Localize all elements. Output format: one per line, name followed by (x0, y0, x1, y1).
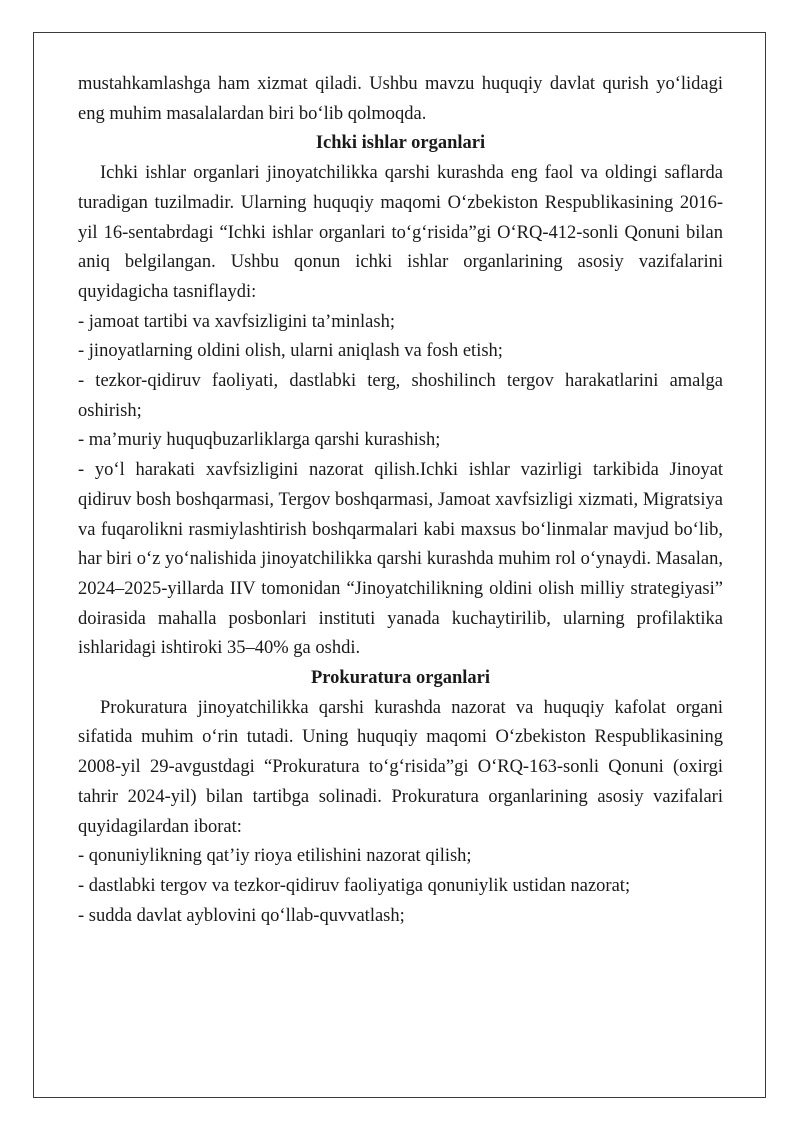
section2-paragraph: Prokuratura jinoyatchilikka qarshi kurashda nazorat va huquqiy kafolat organi sifatida muhim o‘rin tutadi. Uning huquqiy maqomi O‘zbekiston Respublikasining 2008-yil 29-avgustdagi “Prokuratura to‘g‘risida”gi O‘RQ-163-sonli Qonuni (oxirgi tahrir 2024-yil) bilan tartibga solinadi. Prokuratura organlarining asosiy vazifalari quyidagilardan iborat: (78, 697, 723, 837)
list-item: - yo‘l harakati xavfsizligini nazorat qilish.Ichki ishlar vazirligi tarkibida Jinoyat qidiruv bosh boshqarmasi, Tergov boshqarmasi, Jamoat xavfsizligi xizmati, Migratsiya va fuqarolikni rasmiylashtirish boshqarmalari kabi maxsus bo‘linmalar mavjud bo‘lib, har biri o‘z yo‘nalishida jinoyatchilikka qarshi kurashda muhim rol o‘ynaydi. Masalan, 2024–2025-yillarda IIV tomonidan “Jinoyatchilikning oldini olish milliy strategiyasi” doirasida mahalla posbonlari instituti yanada kuchaytirilib, ularning profilaktika ishlaridagi ishtiroki 35–40% ga oshdi. (78, 460, 723, 659)
section1-paragraph: Ichki ishlar organlari jinoyatchilikka qarshi kurashda eng faol va oldingi saflarda turadigan tuzilmadir. Ularning huquqiy maqomi O‘zbekiston Respublikasining 2016-yil 16-sentabrdagi “Ichki ishlar organlari to‘g‘risida”gi O‘RQ-412-sonli Qonuni bilan aniq belgilangan. Ushbu qonun ichki ishlar organlarining asosiy vazifalarini quyidagicha tasniflaydi: (78, 163, 723, 302)
section-heading-internal-affairs: Ichki ishlar organlari (315, 133, 486, 154)
list-item: - qonuniylikning qat’iy rioya etilishini nazorat qilish; (78, 846, 472, 867)
section-heading-prosecutor: Prokuratura organlari (311, 668, 490, 689)
list-item: - sudda davlat ayblovini qo‘llab-quvvatlash; (78, 905, 405, 926)
intro-paragraph: mustahkamlashga ham xizmat qiladi. Ushbu mavzu huquqiy davlat qurish yo‘lidagi eng muhim masalalardan biri bo‘lib qolmoqda. (78, 74, 723, 124)
list-item: - dastlabki tergov va tezkor-qidiruv faoliyatiga qonuniylik ustidan nazorat; (78, 875, 631, 896)
list-item: - tezkor-qidiruv faoliyati, dastlabki terg, shoshilinch tergov harakatlarini amalga oshirish; (78, 371, 723, 421)
document-body (78, 70, 723, 931)
list-item: - jamoat tartibi va xavfsizligini ta’minlash; (78, 311, 395, 332)
list-item: - ma’muriy huquqbuzarliklarga qarshi kurashish; (78, 430, 441, 451)
list-item: - jinoyatlarning oldini olish, ularni aniqlash va fosh etish; (78, 341, 503, 362)
